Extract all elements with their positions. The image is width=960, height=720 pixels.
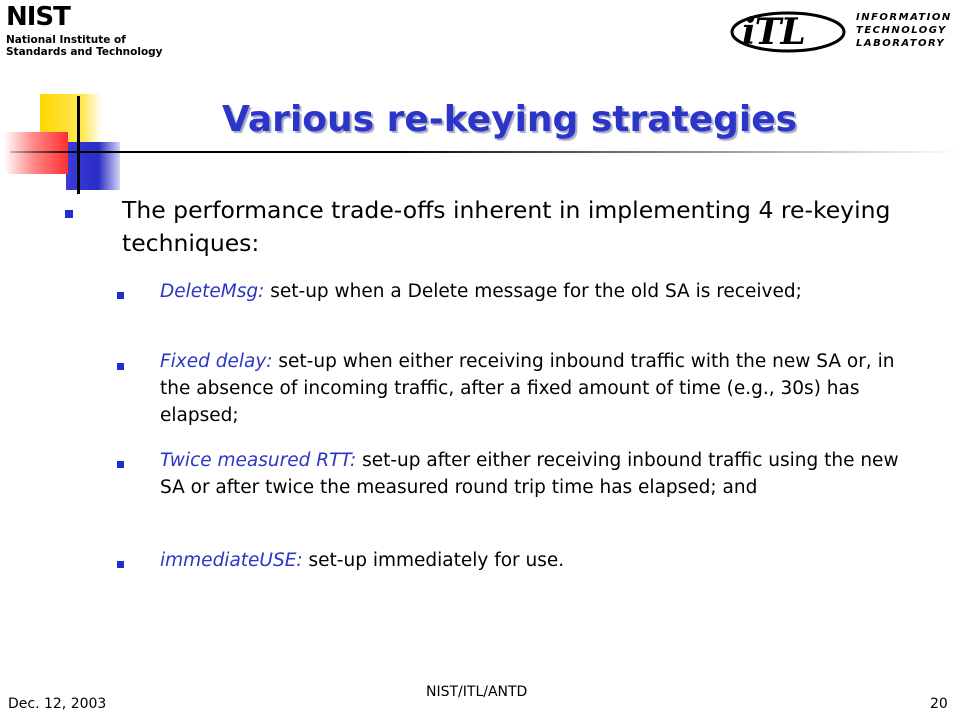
decor-red-square [4, 132, 68, 174]
bullet-square-icon [117, 461, 124, 468]
slide-title: Various re-keying strategies [222, 99, 798, 140]
item-text: set-up when either receiving inbound traffic with the new SA or, in the absence of incoming traffic, after a fixed amount of time (e.g., 30s) has elapsed; [160, 351, 895, 426]
bullet-square-icon [65, 210, 73, 218]
item-term: Twice measured RTT: [160, 450, 357, 471]
item-term: Fixed delay: [160, 351, 273, 372]
nist-logo-line2: Standards and Technology [6, 46, 163, 58]
main-point: The performance trade-offs inherent in implementing 4 re-keying techniques: [122, 196, 891, 257]
item-text: set-up after either receiving inbound traffic using the new SA or after twice the measured round trip time has elapsed; and [160, 450, 899, 498]
bullet-square-icon [117, 292, 124, 299]
itl-logo-line2: TECHNOLOGY [856, 25, 947, 36]
decor-vertical-line [77, 96, 80, 194]
item-text: set-up immediately for use. [302, 550, 565, 571]
item-text: set-up when a Delete message for the old SA is received; [264, 281, 802, 302]
item-term: immediateUSE: [160, 550, 303, 571]
list-item [160, 278, 900, 305]
bullet-square-icon [117, 363, 124, 370]
decor-blue-square [66, 142, 120, 190]
nist-logo [6, 2, 163, 60]
list-item [160, 547, 900, 574]
footer-center: NIST/ITL/ANTD [426, 684, 528, 700]
item-term: DeleteMsg: [160, 281, 265, 302]
list-item [160, 348, 900, 429]
bullet-square-icon [117, 561, 124, 568]
itl-wordmark: iTL [742, 11, 805, 53]
itl-logo-line1: INFORMATION [856, 12, 952, 23]
itl-logo-line3: LABORATORY [856, 38, 946, 49]
nist-wordmark: NIST [6, 2, 70, 32]
footer-date: Dec. 12, 2003 [8, 696, 107, 712]
itl-logo [728, 8, 954, 56]
title-underline [10, 151, 960, 153]
list-item [160, 447, 900, 501]
page-number: 20 [930, 696, 948, 712]
nist-logo-line1: National Institute of [6, 34, 126, 46]
